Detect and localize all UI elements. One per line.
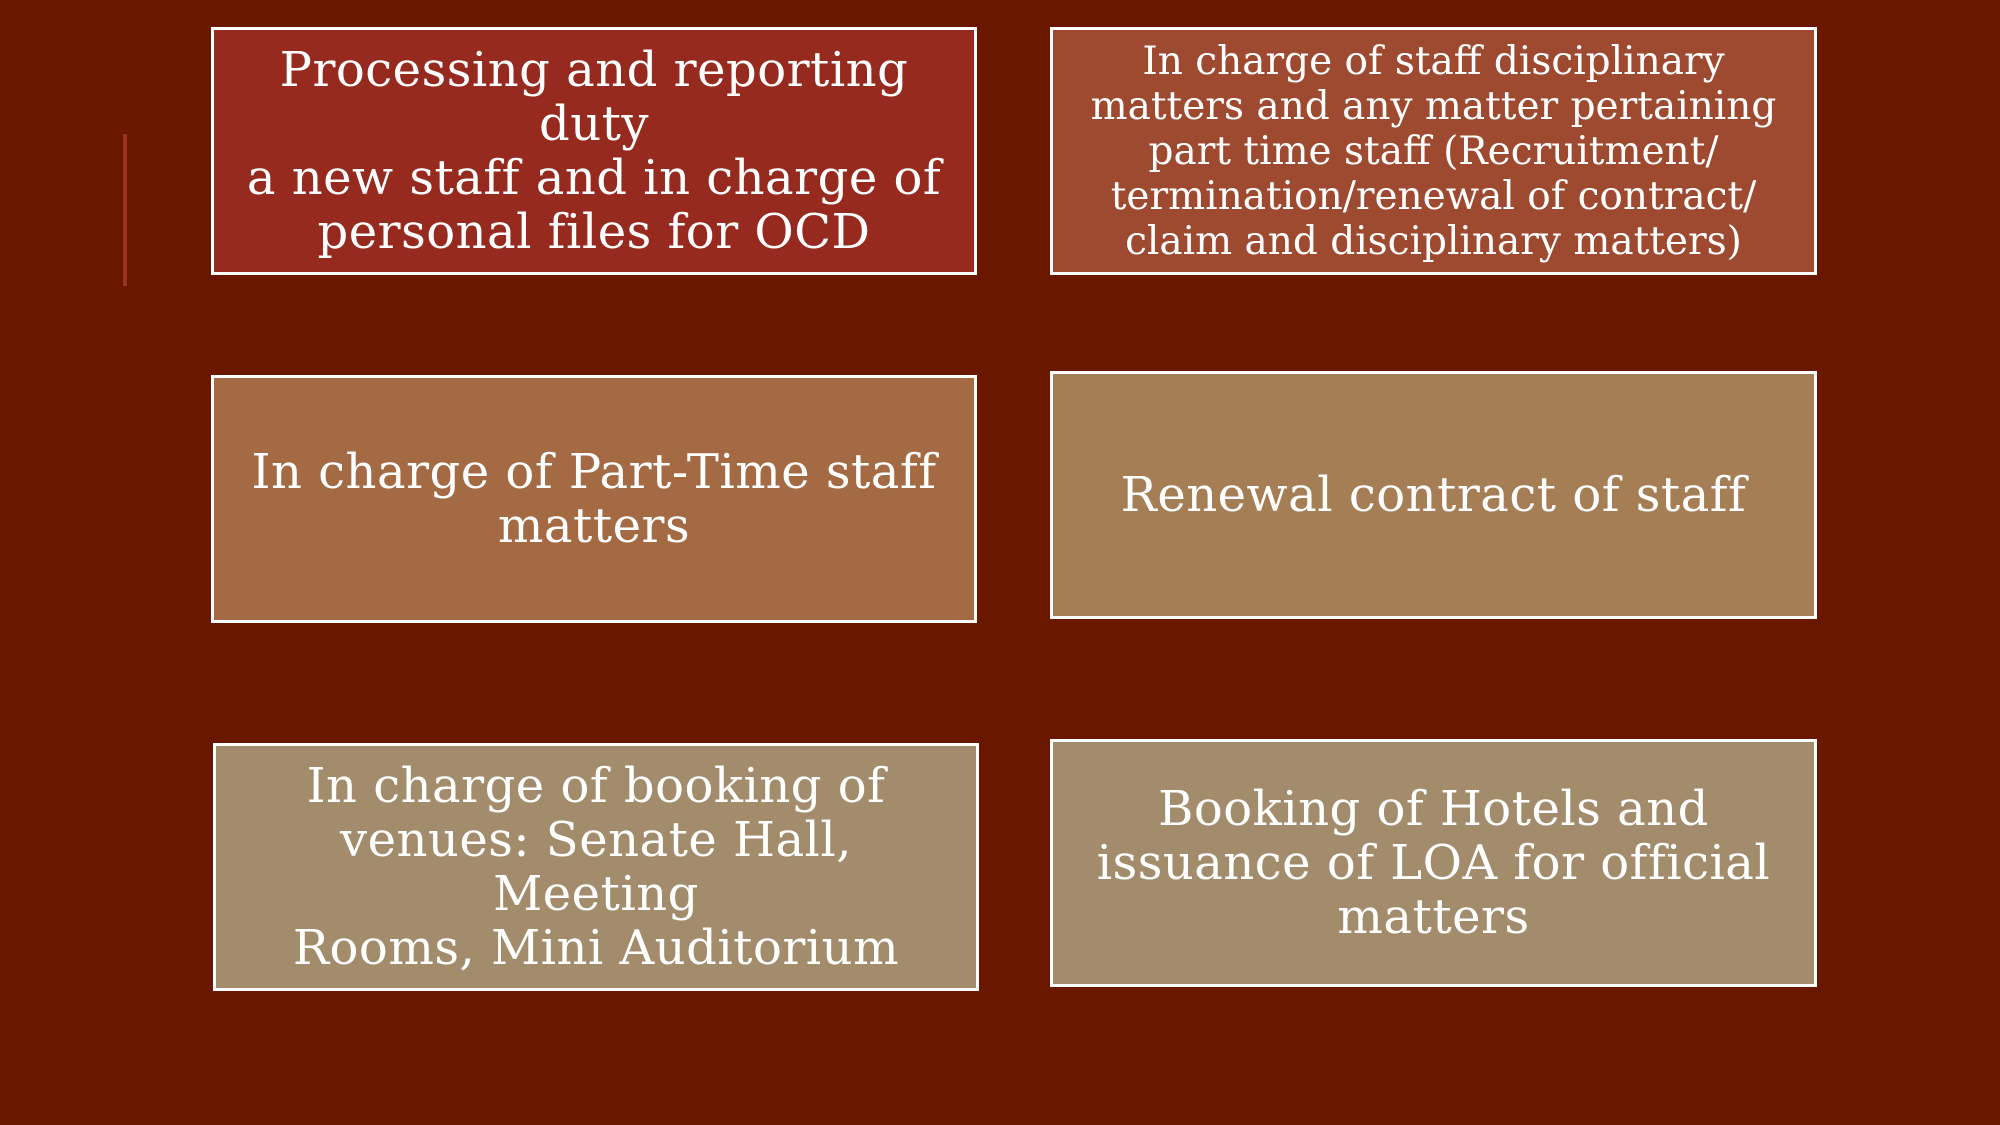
box-processing-reporting-duty-text: Processing and reporting duty a new staff and in charge of personal files for OCD xyxy=(246,42,942,260)
box-staff-disciplinary xyxy=(1050,27,1817,275)
box-renewal-contract-text: Renewal contract of staff xyxy=(1120,467,1747,523)
box-booking-venues xyxy=(213,743,979,991)
box-processing-reporting-duty xyxy=(211,27,977,275)
slide-accent-line xyxy=(123,134,127,286)
box-booking-hotels xyxy=(1050,739,1817,987)
box-booking-venues-text: In charge of booking of venues: Senate Hall, Meeting Rooms, Mini Auditorium xyxy=(292,758,900,976)
box-booking-hotels-text: Booking of Hotels and issuance of LOA for official matters xyxy=(1096,781,1771,945)
box-part-time-staff-text: In charge of Part-Time staff matters xyxy=(251,444,937,554)
box-part-time-staff xyxy=(211,375,977,623)
box-renewal-contract xyxy=(1050,371,1817,619)
box-staff-disciplinary-text: In charge of staff disciplinary matters and any matter pertaining part time staff (Recruitment/ termination/renewal of contract/ claim and disciplinary matters) xyxy=(1090,38,1777,264)
